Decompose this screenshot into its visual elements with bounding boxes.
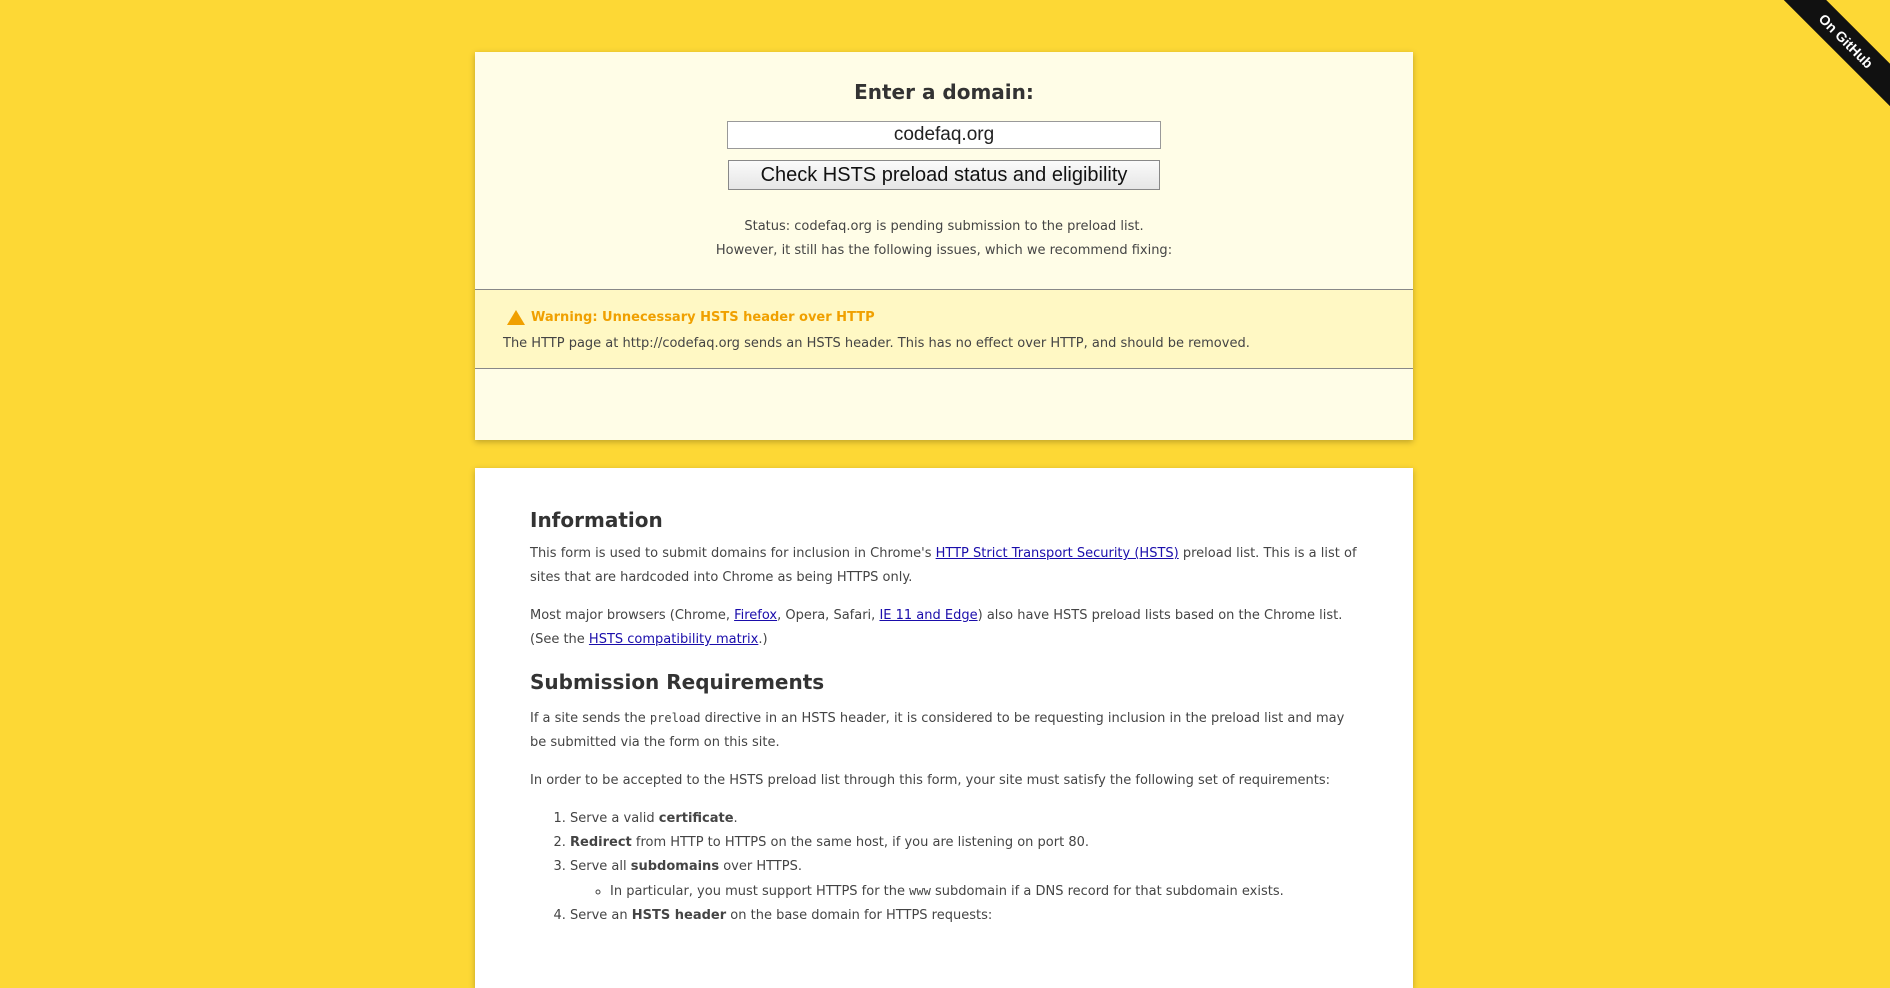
- requirement-subitem: [610, 879, 1358, 904]
- status-message: [475, 215, 1413, 263]
- requirements-paragraph-2: In order to be accepted to the HSTS preload list through this form, your site must satisfy the following set of requirements:: [530, 773, 1331, 788]
- requirement-keyword: HSTS header: [631, 908, 727, 923]
- info-paragraph-1: [530, 542, 1358, 590]
- requirement-item: [570, 807, 1358, 831]
- info-p1-text-before: This form is used to submit domains for inclusion in Chrome's: [530, 546, 936, 561]
- preload-code: preload: [649, 711, 701, 725]
- requirement-text: Serve an: [570, 908, 632, 923]
- requirement-item: [570, 904, 1358, 928]
- warning-description: The HTTP page at http://codefaq.org sends an HSTS header. This has no effect over HTTP, and should be removed.: [503, 336, 1250, 351]
- requirement-item: [570, 855, 1358, 904]
- requirement-keyword: Redirect: [570, 835, 632, 850]
- ie-edge-link[interactable]: IE 11 and Edge: [879, 608, 978, 623]
- requirements-list: [530, 807, 1358, 928]
- requirement-text: Serve all: [570, 859, 631, 874]
- hsts-spec-link[interactable]: HTTP Strict Transport Security (HSTS): [935, 546, 1179, 561]
- status-issues-line: However, it still has the following issues, which we recommend fixing:: [715, 243, 1173, 258]
- requirements-paragraph-1: [530, 706, 1358, 755]
- req-p1-text-before: If a site sends the: [530, 711, 650, 726]
- info-p1-text-after: preload list. This is a list of sites that are hardcoded into Chrome as being HTTPS only.: [530, 546, 1357, 585]
- requirement-keyword: subdomains: [630, 859, 720, 874]
- subitem-text: subdomain if a DNS record for that subdomain exists.: [930, 884, 1284, 899]
- warning-title-text: Warning: Unnecessary HSTS header over HTTP: [531, 310, 875, 325]
- info-p2-text-3: ) also have HSTS preload lists based on the Chrome list. (See the: [530, 608, 1343, 647]
- info-p2-text-4: .): [758, 632, 768, 647]
- information-heading: Information: [530, 508, 663, 532]
- info-p2-text-2: , Opera, Safari,: [777, 608, 880, 623]
- status-line: Status: codefaq.org is pending submission to the preload list.: [744, 219, 1144, 234]
- req-p1-text-after: directive in an HSTS header, it is considered to be requesting inclusion in the preload list and may be submitted via the form on this site.: [530, 711, 1345, 750]
- check-status-button[interactable]: Check HSTS preload status and eligibility: [728, 160, 1160, 190]
- requirement-keyword: certificate: [658, 811, 734, 826]
- requirement-text: over HTTPS.: [719, 859, 802, 874]
- requirement-text: .: [733, 811, 738, 826]
- domain-input[interactable]: [727, 121, 1161, 149]
- requirement-text: Serve a valid: [570, 811, 659, 826]
- www-code: www: [909, 884, 931, 898]
- hsts-compatibility-matrix-link[interactable]: HSTS compatibility matrix: [588, 632, 759, 647]
- form-heading: Enter a domain:: [854, 80, 1034, 104]
- information-panel: [475, 468, 1413, 988]
- firefox-link[interactable]: Firefox: [734, 608, 778, 623]
- info-p2-text-1: Most major browsers (Chrome,: [530, 608, 735, 623]
- requirement-item: [570, 831, 1358, 855]
- info-paragraph-2: [530, 604, 1358, 652]
- requirement-text: from HTTP to HTTPS on the same host, if you are listening on port 80.: [631, 835, 1089, 850]
- warning-title: [507, 310, 875, 325]
- requirement-text: on the base domain for HTTPS requests:: [726, 908, 993, 923]
- requirements-heading: Submission Requirements: [530, 670, 825, 694]
- domain-check-panel: [475, 52, 1413, 440]
- requirement-sublist: [570, 879, 1358, 904]
- github-ribbon[interactable]: On GitHub: [1773, 0, 1890, 114]
- subitem-text: In particular, you must support HTTPS for the: [610, 884, 910, 899]
- warning-box: [475, 289, 1413, 369]
- warning-triangle-icon: [507, 310, 525, 325]
